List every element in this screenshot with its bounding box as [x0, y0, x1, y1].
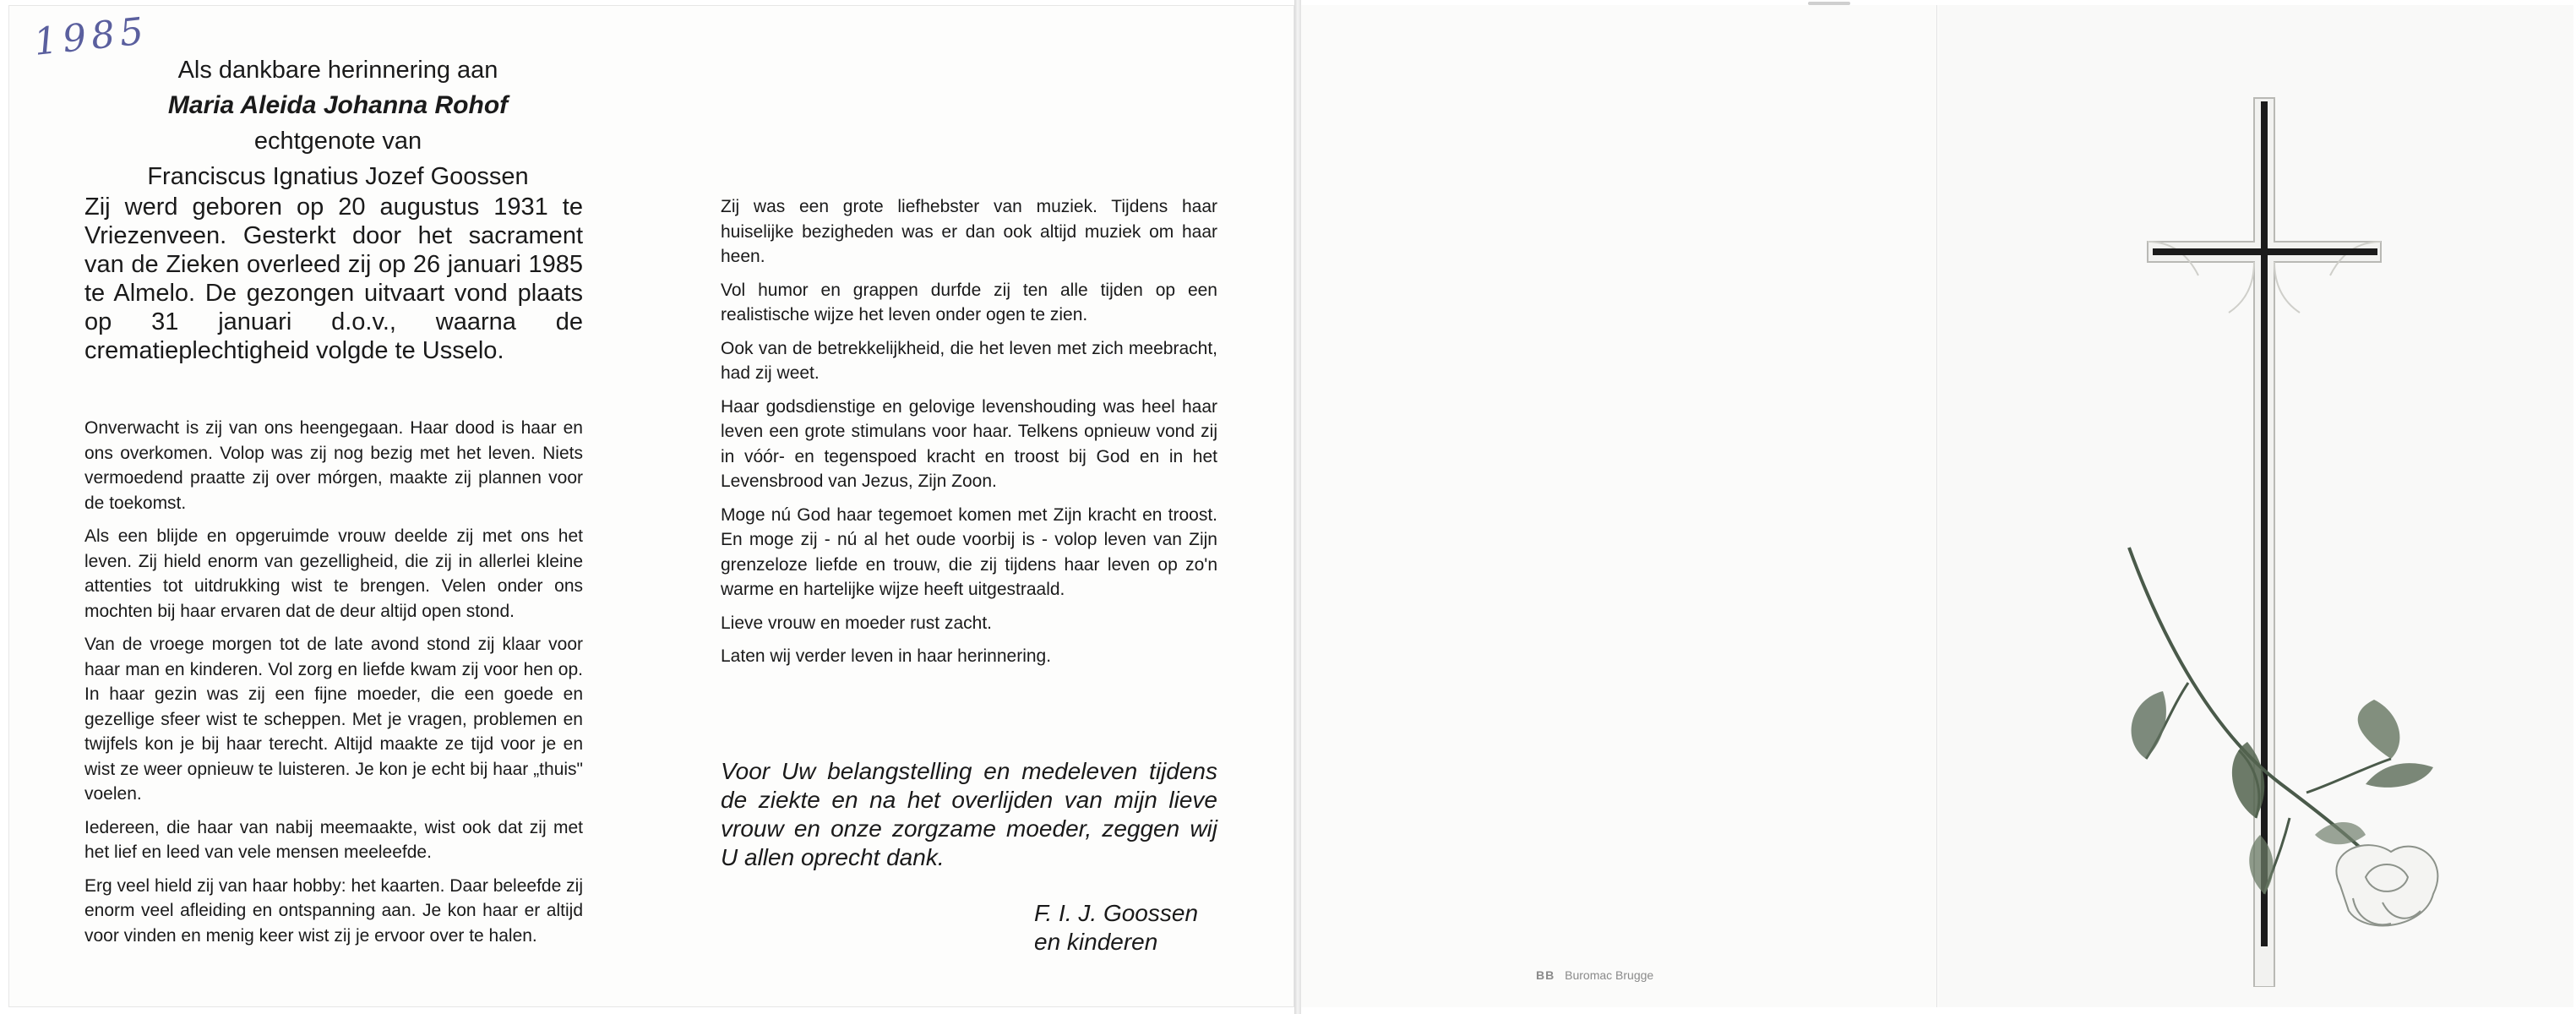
paragraph: Vol humor en grappen durfde zij ten alle tijden op een realistische wijze het leven onder ogen te zien. [721, 280, 1217, 324]
header-dedication: Als dankbare herinnering aan [177, 57, 498, 84]
left-column-text [84, 416, 583, 957]
printer-imprint [1536, 968, 1653, 982]
thanks-message: Voor Uw belangstelling en medeleven tijdens de ziekte en na het overlijden van mijn lieve vrouw en onze zorgzame moeder, zeggen wij U allen oprecht dank. [721, 758, 1217, 870]
paragraph: Als een blijde en opgeruimde vrouw deelde zij met ons het leven. Zij hield enorm van gezelligheid, die zij in allerlei kleine attenties tot uitdrukking wist te brengen. Velen onder ons mochten bij haar ervaren dat de deur altijd open stond. [84, 526, 583, 621]
paragraph: Haar godsdienstige en gelovige levenshouding was heel haar leven een grote stimulans voor haar. Telkens opnieuw vond zij in vóór- en tegenspoed kracht en troost bij God en in het Levensbrood van Jezus, Zijn Zoon. [721, 396, 1217, 491]
paragraph: Erg veel hield zij van haar hobby: het kaarten. Daar beleefde zij enorm veel afleiding en ontspanning aan. Je kon haar er altijd voor vinden en menig keer wist zij je ervoor over te halen. [84, 875, 583, 946]
cross-with-rose-illustration [2112, 91, 2484, 987]
deceased-name: Maria Aleida Johanna Rohof [167, 91, 509, 119]
paragraph: Lieve vrouw en moeder rust zacht. [721, 613, 992, 633]
rose-icon [2336, 845, 2437, 925]
back-panel [1301, 5, 1937, 1007]
signature-name: F. I. J. Goossen [1034, 900, 1199, 926]
paragraph: Laten wij verder leven in haar herinnering. [721, 646, 1052, 666]
paragraph: Van de vroege morgen tot de late avond stond zij klaar voor haar man en kinderen. Vol zorg en liefde kwam zij voor hen op. In haar gezin was zij een fijne moeder, die een goede en gezellige sfeer wist te scheppen. Met je vragen, problemen en twijfels kon je bij haar terecht. Altijd maakte ze tijd voor je en wist ze weer opnieuw te luisteren. Je kon je echt bij haar „thuis" voelen. [84, 635, 583, 804]
printer-name: Buromac Brugge [1565, 968, 1654, 982]
spouse-name: Franciscus Ignatius Jozef Goossen [147, 163, 529, 190]
header-relation: echtgenote van [253, 128, 422, 155]
biography-intro: Zij werd geboren op 20 augustus 1931 te Vriezenveen. Gesterkt door het sacrament van de Zieken overleed zij op 26 januari 1985 te Almelo. De gezongen uitvaart vond plaats op 31 januari d.o.v., waarna de crematieplechtigheid volgde te Usselo. [84, 194, 583, 364]
center-fold [1294, 0, 1301, 1014]
paragraph: Moge nú God haar tegemoet komen met Zijn kracht en troost. En moge zij - nú al het oude voorbij is - volop leven van Zijn grenzeloze liefde en trouw, die zij tijdens haar leven op zo'n warme en hartelijke wijze heeft uitgestraald. [721, 504, 1217, 599]
signature-family: en kinderen [1034, 929, 1158, 955]
right-column-text [721, 194, 1217, 678]
paragraph: Onverwacht is zij van ons heengegaan. Haar dood is haar en ons overkomen. Volop was zij nog bezig met het leven. Niets vermoedend praatte zij over mórgen, maakte zij plannen voor de toekomst. [84, 418, 583, 513]
card-header [93, 52, 583, 194]
paragraph: Iedereen, die haar van nabij meemaakte, wist ook dat zij met het lief en leed van vele mensen meeleefde. [84, 817, 583, 862]
paper-mark [1808, 2, 1850, 5]
paragraph: Zij was een grote liefhebster van muziek. Tijdens haar huiselijke bezigheden was er dan ook altijd muziek om haar heen. [721, 197, 1217, 266]
printer-logo: BB [1536, 968, 1555, 982]
signature-block [1034, 899, 1198, 957]
paragraph: Ook van de betrekkelijkheid, die het leven met zich meebracht, had zij weet. [721, 338, 1217, 383]
handwritten-year: 1985 [31, 9, 151, 64]
